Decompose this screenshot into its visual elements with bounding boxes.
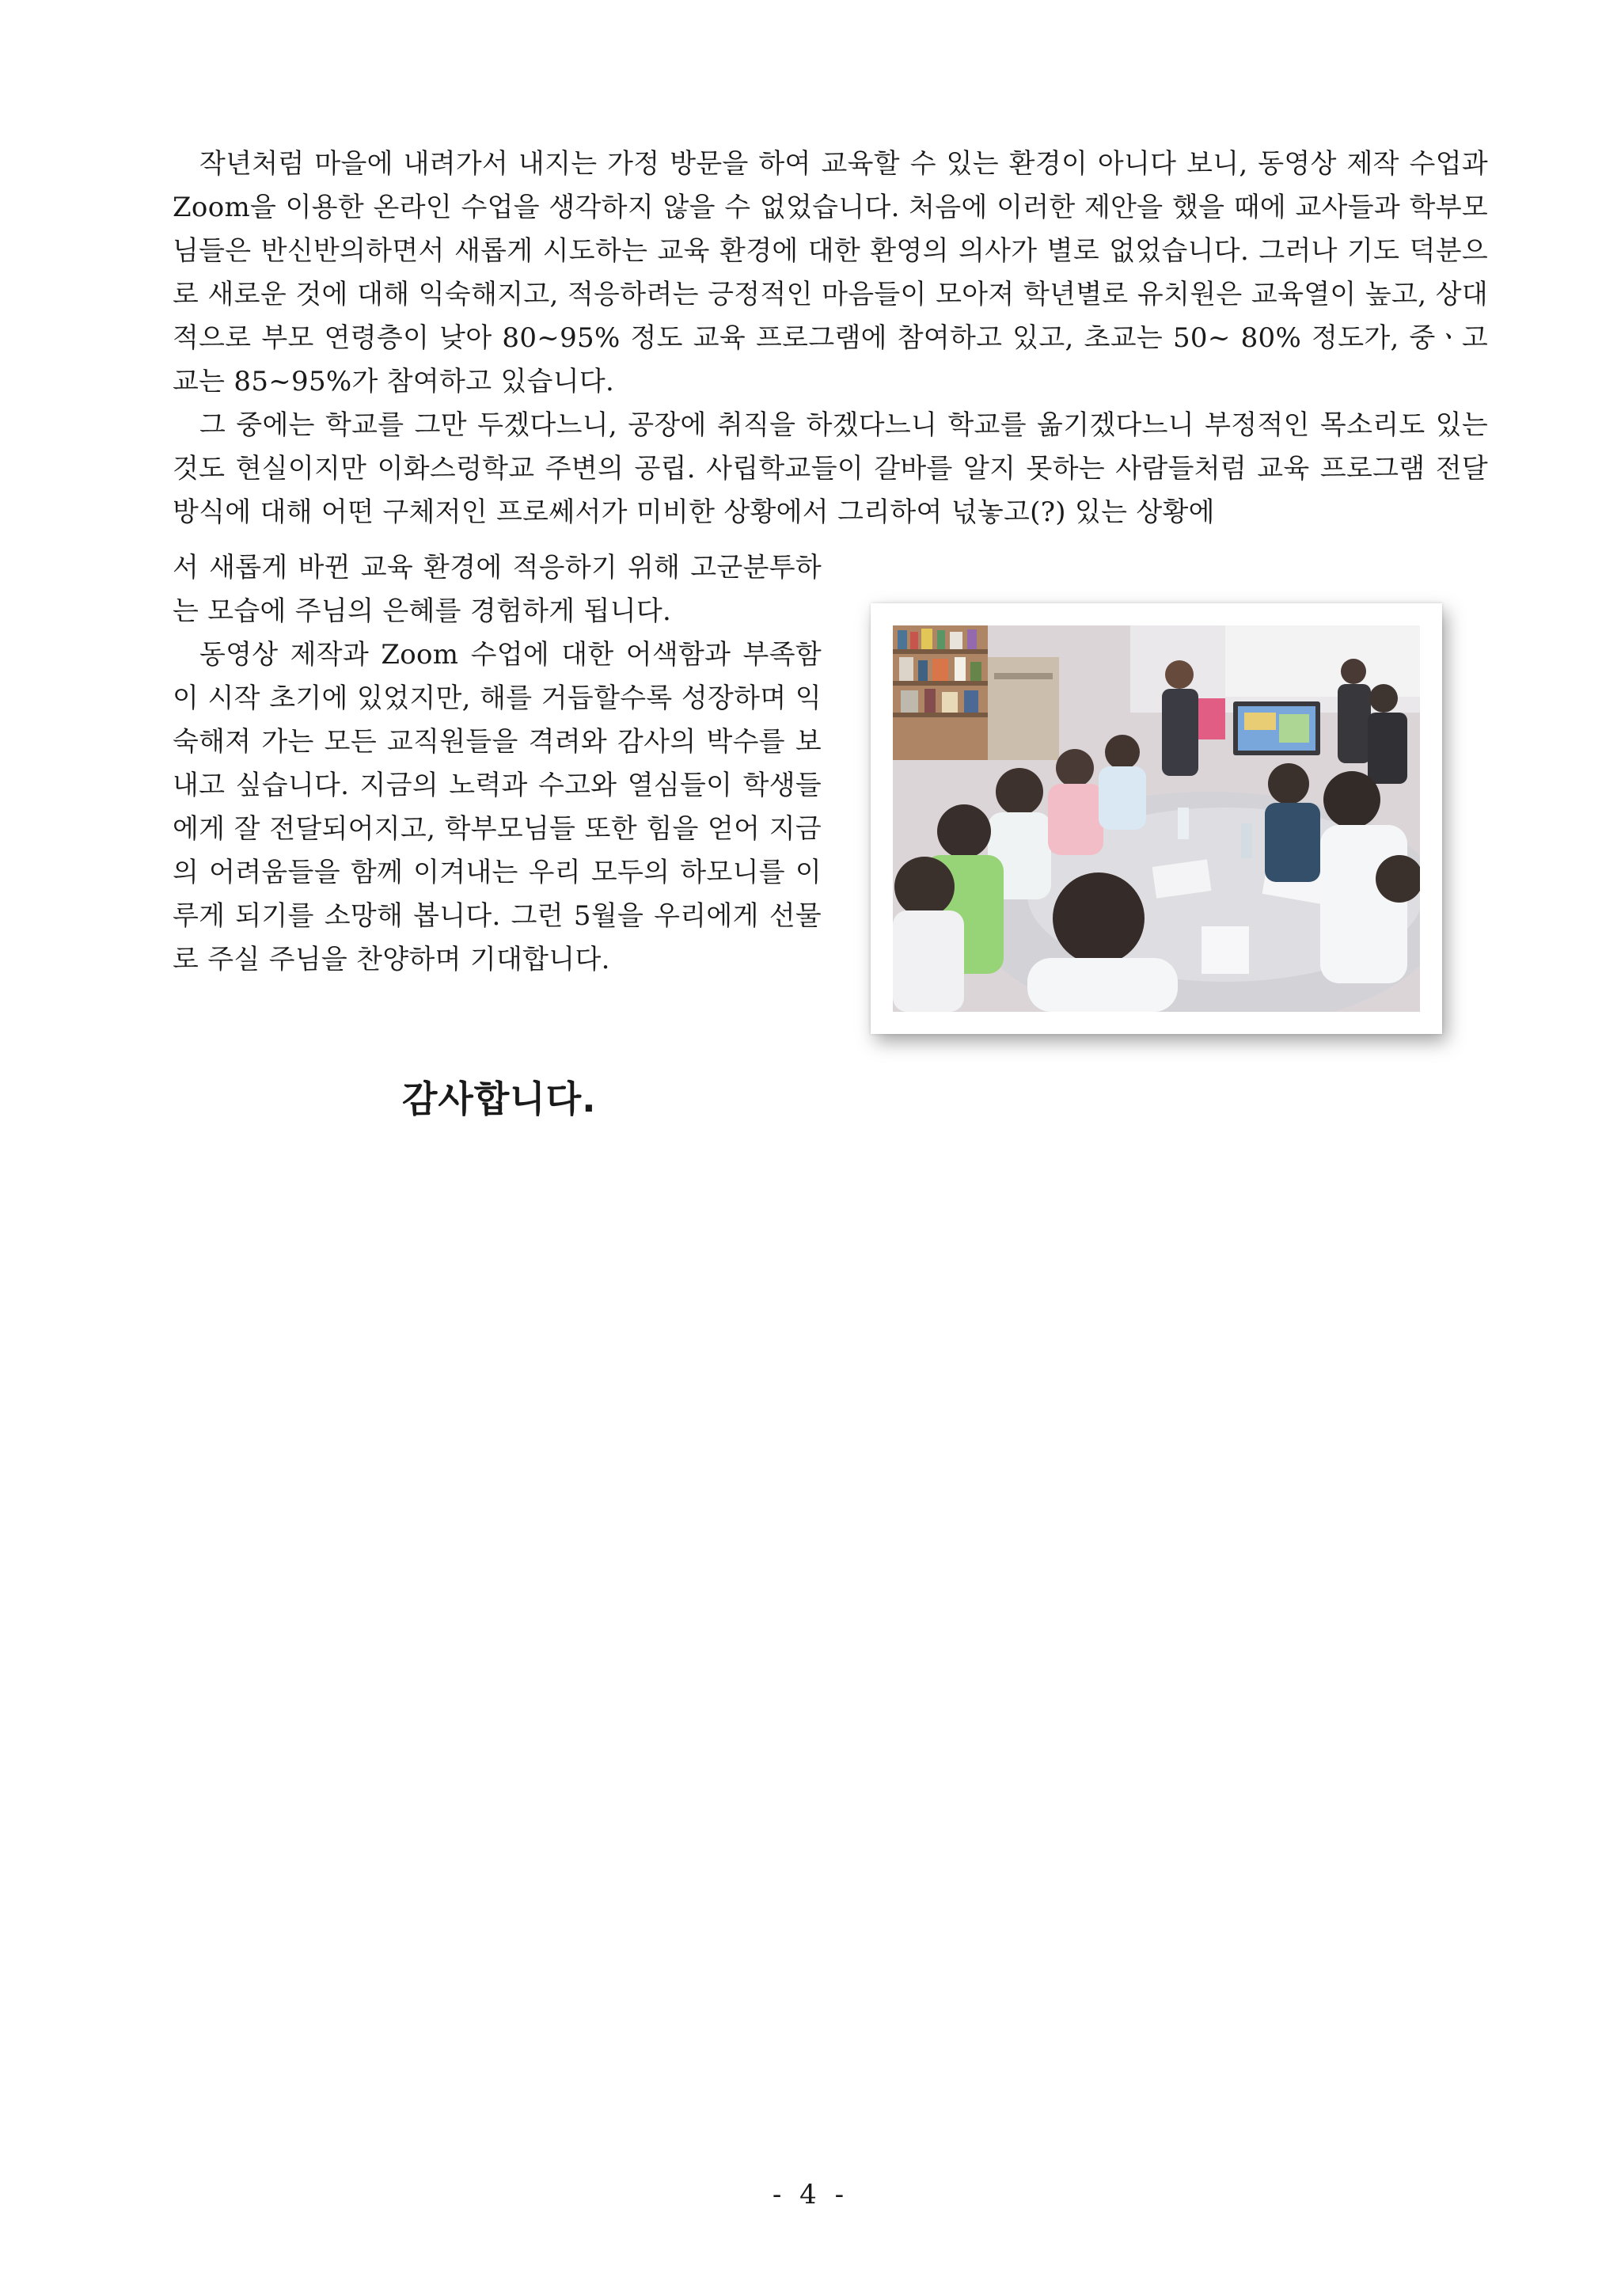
paragraph-2-continued: 서 새롭게 바뀐 교육 환경에 적응하기 위해 고군분투하는 모습에 주님의 은혜를 경험하게 됩니다. [173,552,822,627]
photo-frame [871,603,1442,1034]
paragraph-3: 동영상 제작과 Zoom 수업에 대한 어색함과 부족함이 시작 초기에 있었지만, 해를 거듭할수록 성장하며 익숙해져 가는 모든 교직원들을 격려와 감사의 박수를 보내고 싶습니다. 지금의 노력과 수고와 열심들이 학생들에게 잘 전달되어지고, 학부모님들 또한 힘을 얻어 지금의 어려움들을 함께 이겨내는 우리 모두의 하모니를 이루게 되기를 소망해 봅니다. 그런 5월을 우리에게 선물로 주실 주님을 찬양하며 기대합니다. [173,639,822,975]
closing-text: 감사합니다. [402,1078,597,1120]
classroom-meeting-photo [893,625,1420,1012]
paragraph-1: 작년처럼 마을에 내려가서 내지는 가정 방문을 하여 교육할 수 있는 환경이 아니다 보니, 동영상 제작 수업과 Zoom을 이용한 온라인 수업을 생각하지 않을 수 없었습니다. 처음에 이러한 제안을 했을 때에 교사들과 학부모님들은 반신반의하면서 새롭게 시도하는 교육 환경에 대한 환영의 의사가 별로 없었습니다. 그러나 기도 덕분으로 새로운 것에 대해 익숙해지고, 적응하려는 긍정적인 마음들이 모아져 학년별로 유치원은 교육열이 높고, 상대적으로 부모 연령층이 낮아 80~95% 정도 교육 프로그램에 참여하고 있고, 초교는 50~ 80% 정도가, 중ㆍ고교는 85~95%가 참여하고 있습니다. [173,148,1488,397]
body-text-wrapped [173,546,822,982]
page-number: - 4 - [772,2179,849,2210]
paragraph-2-start: 그 중에는 학교를 그만 두겠다느니, 공장에 취직을 하겠다느니 학교를 옮기겠다느니 부정적인 목소리도 있는 것도 현실이지만 이화스렁학교 주변의 공립. 사립학교들이 갈바를 알지 못하는 사람들처럼 교육 프로그램 전달 방식에 대해 어떤 구체저인 프로쎄서가 미비한 상황에서 그리하여 넋놓고(?) 있는 상황에 [173,409,1488,528]
body-text-top [173,143,1488,534]
